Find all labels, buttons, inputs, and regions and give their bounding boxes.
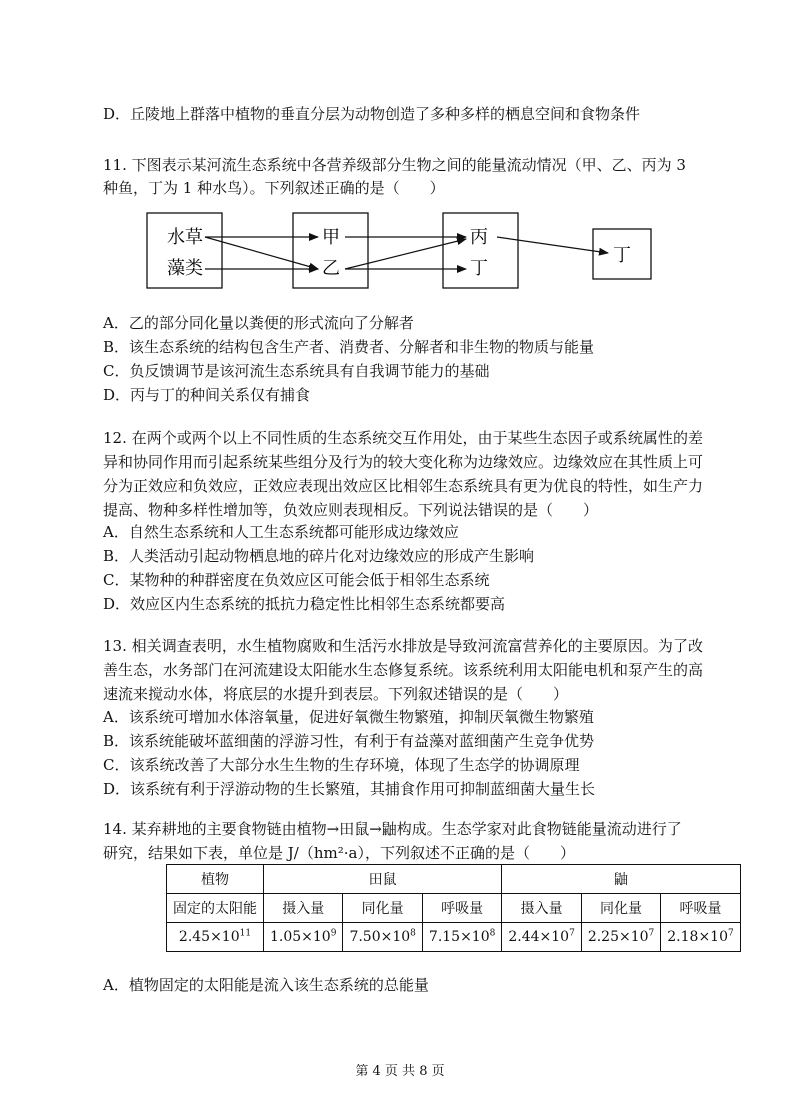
arrow-yi-bing	[345, 239, 466, 269]
q14-stem-line2: 研究，结果如下表，单位是 J/（hm²·a），下列叙述不正确的是（ ）	[103, 844, 575, 862]
table-subheader-cell: 固定的太阳能	[167, 894, 264, 923]
table-value-cell: $2.45\times 10^{11}$	[167, 923, 264, 952]
q13-option-c: C．该系统改善了大部分水生生物的生存环境，体现了生态学的协调原理	[103, 756, 580, 774]
table-subheader-cell: 呼吸量	[661, 894, 740, 923]
table-subheader-cell: 摄入量	[264, 894, 343, 923]
table-header-plant: 植物	[167, 865, 264, 894]
table-subheader-cell: 摄入量	[502, 894, 581, 923]
table-value-row	[167, 923, 741, 952]
q10-option-d: D．丘陵地上群落中植物的垂直分层为动物创造了多种多样的栖息空间和食物条件	[103, 105, 641, 123]
table-header-vole: 田鼠	[264, 865, 502, 894]
q11-option-d: D．丙与丁的种间关系仅有捕食	[103, 386, 311, 404]
label-bing: 丙	[470, 227, 488, 248]
label-yi: 乙	[322, 258, 340, 279]
table-value-cell: $2.44\times 10^7$	[502, 923, 581, 952]
table-header-row	[167, 865, 741, 894]
energy-table	[166, 864, 741, 952]
energy-flow-diagram	[0, 208, 800, 308]
q12-stem: 12. 在两个或两个以上不同性质的生态系统交互作用处，由于某些生态因子或系统属性的差异和协同作用而引起系统某些组分及行为的较大变化称为边缘效应。边缘效应在其性质上可分为正效应和负效应，正效应表现出效应区比相邻生态系统具有更为优良的特性，如生产力提高、物种多样性增加等，负效应则表现相反。下列说法错误的是（ ）	[103, 429, 704, 519]
q12-option-b: B．人类活动引起动物栖息地的碎片化对边缘效应的形成产生影响	[103, 547, 535, 565]
q12-option-d: D．效应区内生态系统的抵抗力稳定性比相邻生态系统都要高	[103, 595, 506, 613]
label-shuicao: 水草	[167, 227, 203, 248]
q11-option-c: C．负反馈调节是该河流生态系统具有自我调节能力的基础	[103, 362, 490, 380]
label-ding-inner: 丁	[470, 258, 488, 279]
table-subheader-cell: 同化量	[581, 894, 660, 923]
table-value-cell: $2.25\times 10^7$	[581, 923, 660, 952]
q13-option-a: A．该系统可增加水体溶氧量，促进好氧微生物繁殖，抑制厌氧微生物繁殖	[103, 708, 594, 726]
q13-option-d: D．该系统有利于浮游动物的生长繁殖，其捕食作用可抑制蓝细菌大量生长	[103, 780, 596, 798]
arrow-bing-ding	[497, 237, 608, 253]
label-zaolei: 藻类	[167, 258, 203, 279]
label-jia: 甲	[322, 227, 340, 248]
table-value-cell: $7.50\times 10^8$	[343, 923, 422, 952]
table-value-cell: $7.15\times 10^8$	[422, 923, 501, 952]
table-subheader-cell: 呼吸量	[422, 894, 501, 923]
q11-option-b: B．该生态系统的结构包含生产者、消费者、分解者和非生物的物质与能量	[103, 338, 595, 356]
q14-option-a: A．植物固定的太阳能是流入该生态系统的总能量	[103, 976, 429, 994]
q11-stem-line1: 11. 下图表示某河流生态系统中各营养级部分生物之间的能量流动情况（甲、乙、丙为 3	[103, 156, 686, 174]
q12-option-a: A．自然生态系统和人工生态系统都可能形成边缘效应	[103, 523, 459, 541]
q13-stem: 13. 相关调查表明，水生植物腐败和生活污水排放是导致河流富营养化的主要原因。为了改善生态，水务部门在河流建设太阳能水生态修复系统。该系统利用太阳能电机和泵产生的高速流来搅动水体，将底层的水提升到表层。下列叙述错误的是（ ）	[103, 637, 704, 703]
table-subheader-cell: 同化量	[343, 894, 422, 923]
q11-option-a: A．乙的部分同化量以粪便的形式流向了分解者	[103, 314, 414, 332]
table-value-cell: $1.05\times 10^9$	[264, 923, 343, 952]
page-footer: 第 4 页 共 8 页	[355, 1064, 445, 1079]
q11-stem-line2: 种鱼，丁为 1 种水鸟）。下列叙述正确的是（ ）	[103, 179, 445, 197]
q14-stem-line1: 14. 某弃耕地的主要食物链由植物→田鼠→鼬构成。生态学家对此食物链能量流动进行了	[103, 820, 682, 838]
q12-option-c: C．某物种的种群密度在负效应区可能会低于相邻生态系统	[103, 571, 490, 589]
table-value-cell: $2.18\times 10^7$	[661, 923, 740, 952]
table-header-weasel: 鼬	[502, 865, 740, 894]
table-subheader-row	[167, 894, 741, 923]
q13-option-b: B．该系统能破坏蓝细菌的浮游习性，有利于有益藻对蓝细菌产生竞争优势	[103, 732, 595, 750]
label-ding-outer: 丁	[613, 245, 631, 266]
